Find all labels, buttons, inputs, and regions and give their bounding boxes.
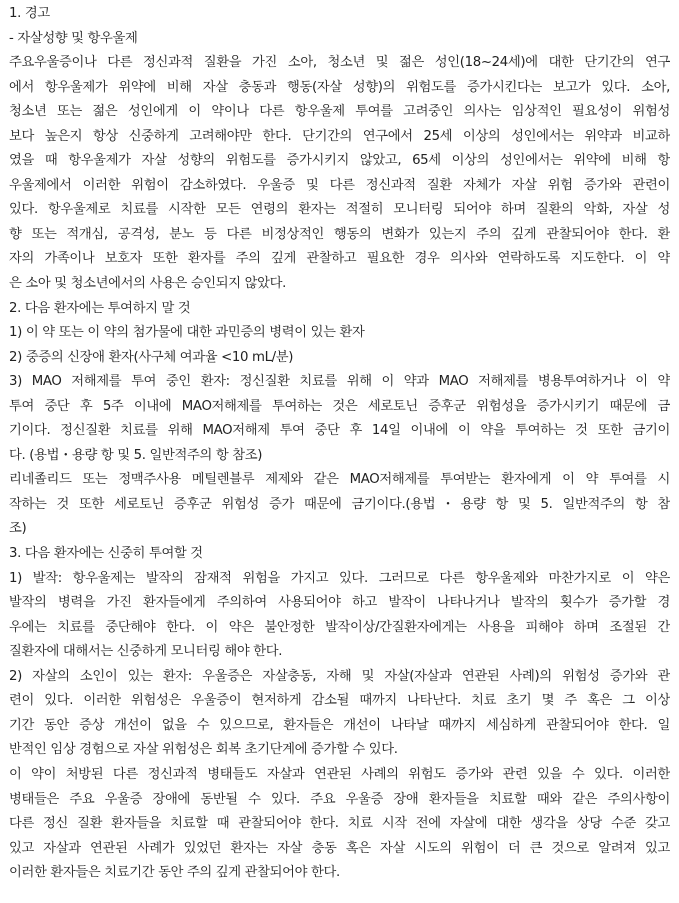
text-line: 우울제에서 이러한 위험이 감소하였다. 우울증 및 다른 정신과적 질환 자체가 자살 위험 증가와 관련이	[9, 177, 670, 193]
text-line: 보다 높은지 항상 신중하게 고려해야만 한다. 단기간의 연구에서 25세 이상의 성인에서는 위약과 비교하	[9, 128, 670, 144]
text-line: 투여 중단 후 5주 이내에 MAO저해제를 투여하는 것은 세로토닌 증후군 위험성을 증가시키기 때문에 금	[9, 398, 670, 414]
text-line: 련이 있다. 이러한 위험성은 우울증이 현저하게 감소될 때까지 나타난다. 치료 초기 몇 주 혹은 그 이상	[9, 693, 670, 709]
text-line: 2) 중증의 신장애 환자(사구체 여과율 <10 mL/분)	[9, 349, 294, 365]
text-line: 주요우울증이나 다른 정신과적 질환을 가진 소아, 청소년 및 젊은 성인(18~24세)에 대한 단기간의 연구	[9, 55, 670, 71]
text-line: 발작의 병력을 가진 환자들에게 주의하여 사용되어야 하고 발작이 나타나거나 발작의 횟수가 증가할 경	[9, 595, 670, 611]
text-line: 이러한 환자들은 치료기간 동안 주의 깊게 관찰되어야 한다.	[9, 865, 340, 881]
text-line: 기간 동안 증상 개선이 없을 수 있으므로, 환자들은 개선이 나타날 때까지 세심하게 관찰되어야 한다. 일	[9, 717, 670, 733]
text-line: 2. 다음 환자에는 투여하지 말 것	[9, 300, 191, 316]
text-line: 2) 자살의 소인이 있는 환자: 우울증은 자살충동, 자해 및 자살(자살과 연관된 사례)의 위험성 증가와 관	[9, 668, 670, 684]
text-line: 1) 이 약 또는 이 약의 첨가물에 대한 과민증의 병력이 있는 환자	[9, 325, 365, 341]
text-line: 은 소아 및 청소년에서의 사용은 승인되지 않았다.	[9, 276, 287, 292]
text-line: 자의 가족이나 보호자 또한 환자를 주의 깊게 관찰하고 필요한 경우 의사와 연락하도록 지도한다. 이 약	[9, 251, 670, 267]
text-line: 1. 경고	[9, 6, 50, 21]
text-line: 다른 정신 질환 환자들을 치료할 때 관찰되어야 한다. 치료 시작 전에 자살에 대한 생각을 상당 수준 갖고	[9, 816, 670, 832]
text-line: 3. 다음 환자에는 신중히 투여할 것	[9, 546, 203, 562]
text-line: 있다. 항우울제로 치료를 시작한 모든 연령의 환자는 적절히 모니터링 되어야 하며 질환의 악화, 자살 성	[9, 202, 670, 218]
text-line: 작하는 것 또한 세로토닌 증후군 위험성 증가 때문에 금기이다.(용법・용량 항 및 5. 일반적주의 항 참	[9, 496, 670, 512]
text-line: 기이다. 정신질환 치료를 위해 MAO저해제 투여 중단 후 14일 이내에 이 약을 투여하는 것 또한 금기이	[9, 423, 670, 439]
text-line: 이 약이 처방된 다른 정신과적 병태들도 자살과 연관된 사례의 위험도 증가와 관련 있을 수 있다. 이러한	[9, 766, 670, 782]
text-line: 향 또는 적개심, 공격성, 분노 등 다른 비정상적인 행동의 변화가 있는지 주의 깊게 관찰되어야 한다. 환	[9, 226, 670, 242]
text-line: 반적인 임상 경험으로 자살 위험성은 회복 초기단계에 증가할 수 있다.	[9, 742, 398, 758]
text-line: - 자살성향 및 항우울제	[9, 30, 138, 46]
text-line: 우에는 치료를 중단해야 한다. 이 약은 불안정한 발작이상/간질환자에게는 사용을 피해야 하며 조절된 간	[9, 619, 670, 635]
text-line: 병태들은 주요 우울증 장애에 동반될 수 있다. 주요 우울증 장애 환자들을 치료할 때와 같은 주의사항이	[9, 791, 670, 807]
text-line: 에서 항우울제가 위약에 비해 자살 충동과 행동(자살 성향)의 위험도를 증가시킨다는 보고가 있다. 소아,	[9, 79, 670, 95]
text-line: 3) MAO 저해제를 투여 중인 환자: 정신질환 치료를 위해 이 약과 MAO 저해제를 병용투여하거나 이 약	[9, 374, 670, 390]
text-line: 다. (용법・용량 항 및 5. 일반적주의 항 참조)	[9, 447, 263, 463]
text-line: 청소년 또는 젊은 성인에게 이 약이나 다른 항우울제 투여를 고려중인 의사는 임상적인 필요성이 위험성	[9, 104, 670, 120]
text-line: 리네졸리드 또는 정맥주사용 메틸렌블루 제제와 같은 MAO저해제를 투여받는 환자에게 이 약 투여를 시	[9, 472, 670, 488]
text-line: 있고 자살과 연관된 사례가 있었던 환자는 자살 충동 혹은 자살 시도의 위험이 더 큰 것으로 알려져 있고	[9, 840, 670, 856]
text-line: 질환자에 대해서는 신중하게 모니터링 해야 한다.	[9, 644, 283, 660]
text-line: 조)	[9, 521, 27, 537]
text-line: 였을 때 항우울제가 자살 성향의 위험도를 증가시키지 않았고, 65세 이상의 성인에서는 위약에 비해 항	[9, 153, 670, 169]
text-line: 1) 발작: 항우울제는 발작의 잠재적 위험을 가지고 있다. 그러므로 다른 항우울제와 마찬가지로 이 약은	[9, 570, 670, 586]
